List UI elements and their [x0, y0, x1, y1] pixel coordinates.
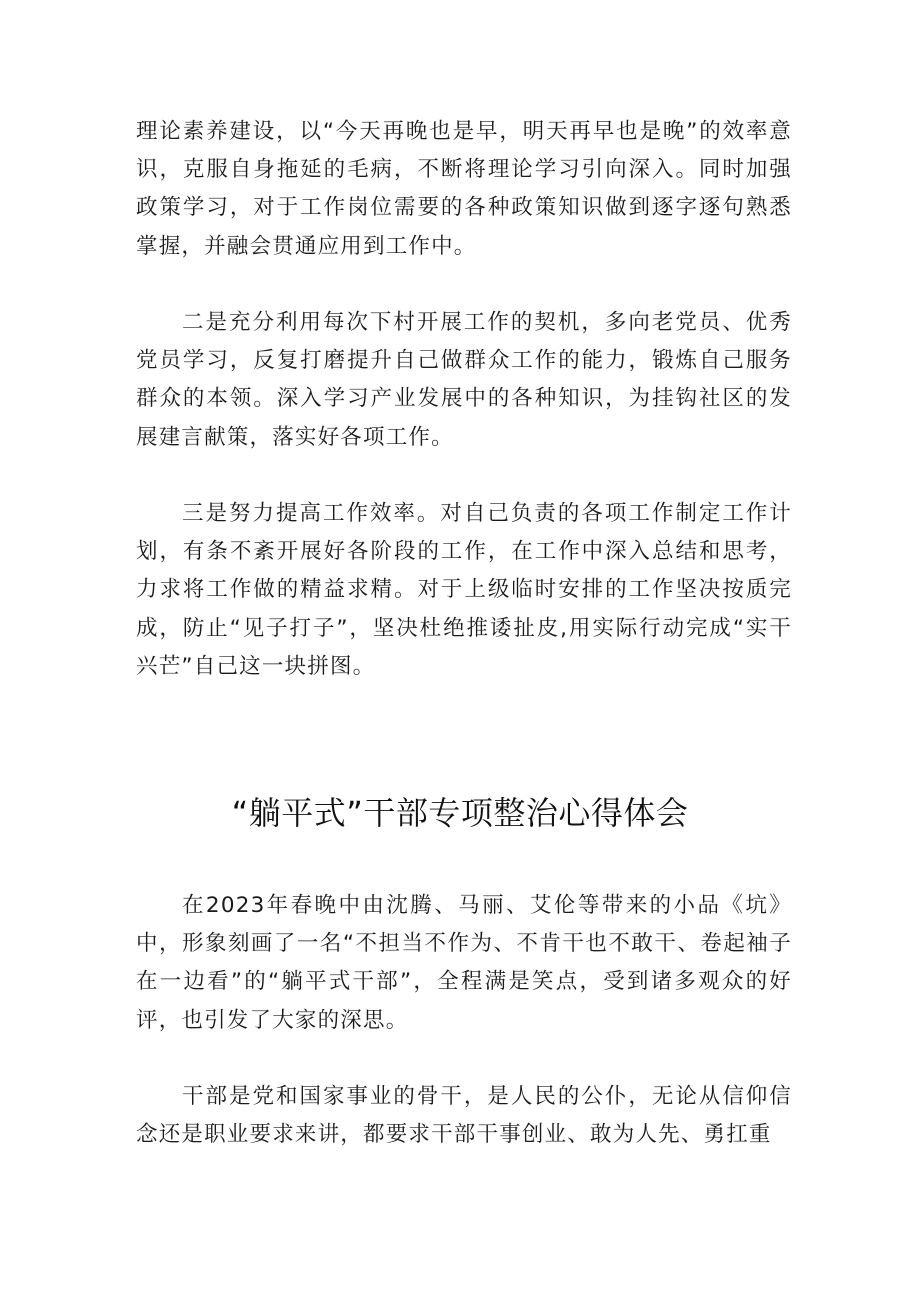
document-title: “躺平式”干部专项整治心得体会	[231, 794, 689, 832]
body-paragraph-1: 理论素养建设，以“今天再晚也是早，明天再早也是晚”的效率意识，克服自身拖延的毛病，不断将理论学习引向深入。同时加强政策学习，对于工作岗位需要的各种政策知识做到逐字逐句熟悉掌握，并融会贯通应用到工作中。	[136, 119, 792, 259]
body-paragraph-5: 干部是党和国家事业的骨干，是人民的公仆，无论从信仰信念还是职业要求来讲，都要求干部干事创业、敢为人先、勇扛重	[136, 1084, 792, 1148]
body-paragraph-2: 二是充分利用每次下村开展工作的契机，多向老党员、优秀党员学习，反复打磨提升自己做群众工作的能力，锻炼自己服务群众的本领。深入学习产业发展中的各种知识，为挂钩社区的发展建言献策，落实好各项工作。	[136, 310, 792, 450]
body-paragraph-4: 在2023年春晚中由沈腾、马丽、艾伦等带来的小品《坑》中，形象刻画了一名“不担当不作为、不肯干也不敢干、卷起袖子在一边看”的“躺平式干部”，全程满是笑点，受到诸多观众的好评，也引发了大家的深思。	[136, 893, 792, 1033]
body-paragraph-3: 三是努力提高工作效率。对自己负责的各项工作制定工作计划，有条不紊开展好各阶段的工作，在工作中深入总结和思考，力求将工作做的精益求精。对于上级临时安排的工作坚决按质完成，防止“见子打子”，坚决杜绝推诿扯皮,用实际行动完成“实干兴芒”自己这一块拼图。	[136, 501, 792, 679]
